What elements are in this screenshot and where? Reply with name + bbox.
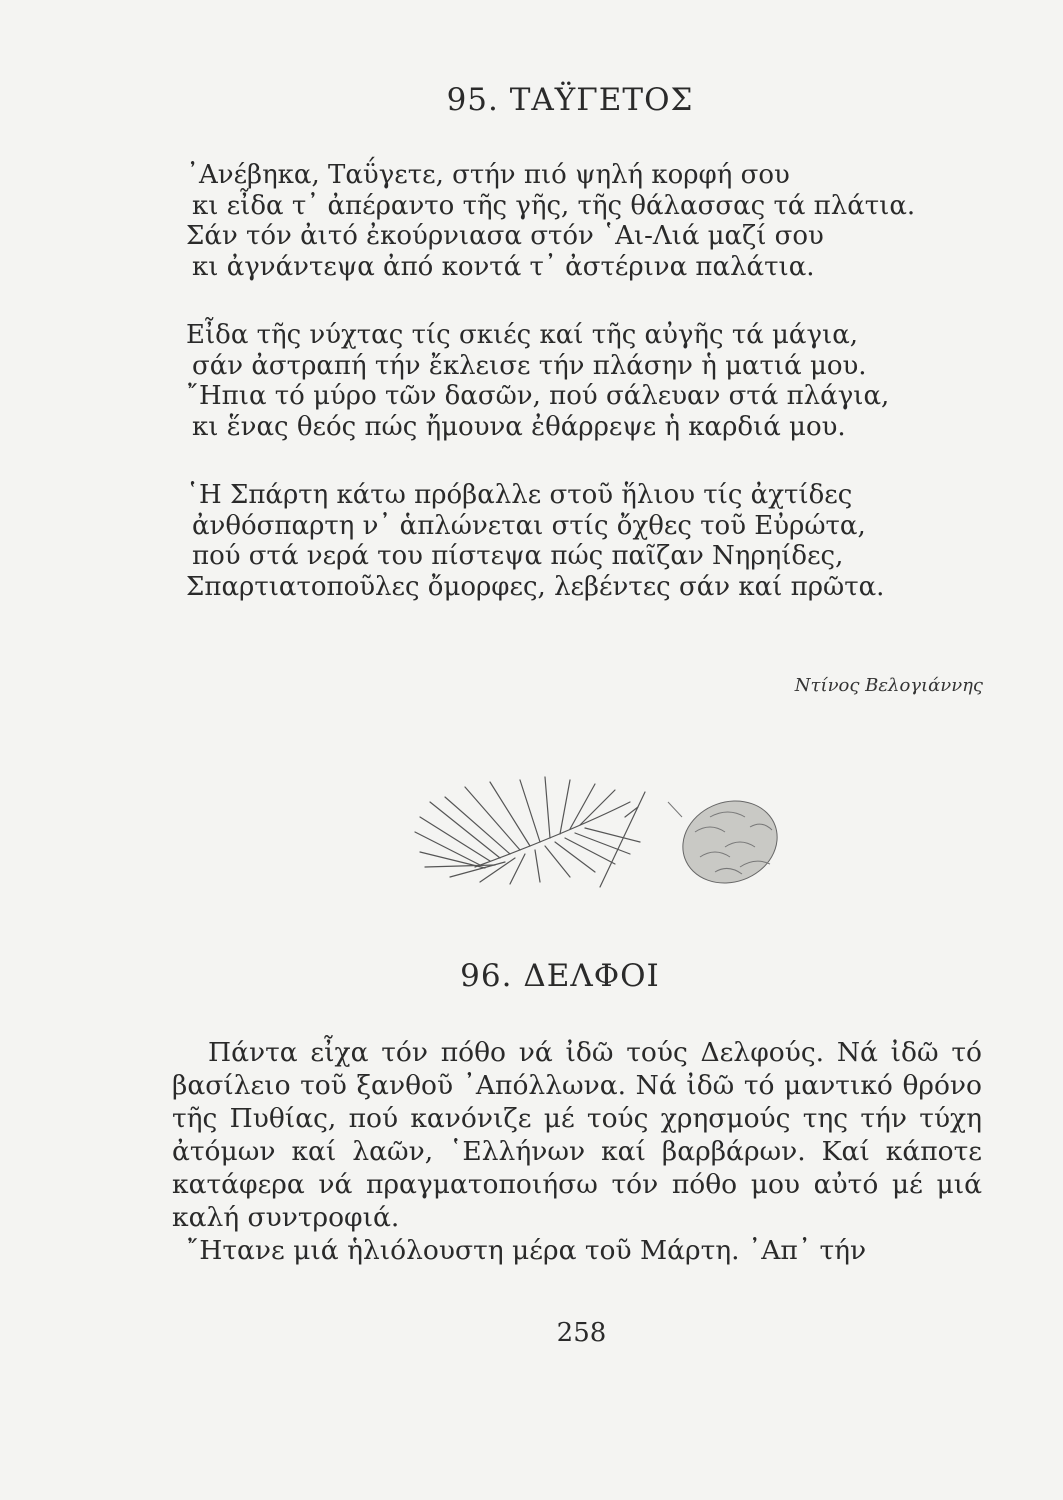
poem-line: ῾Η Σπάρτη κάτω πρόβαλλε στοῦ ἥλιου τίς ἀχτίδες bbox=[186, 480, 853, 510]
poem-line: κι ἀγνάντεψα ἀπό κοντά τ᾿ ἀστέρινα παλάτια. bbox=[192, 251, 815, 282]
section-title-delphi: 96. ΔΕΛΦΟΙ bbox=[460, 958, 660, 994]
prose-text bbox=[172, 1036, 982, 1267]
poem-author: Ντίνος Βελογιάννης bbox=[794, 675, 983, 696]
stanza-2 bbox=[186, 320, 1006, 442]
paragraph: ῎Ητανε μιά ἡλιόλουστη μέρα τοῦ Μάρτη. ᾿Απ᾿ τήν bbox=[186, 1235, 867, 1266]
stanza-1 bbox=[186, 160, 1006, 282]
poem-line: σάν ἀστραπή τήν ἔκλεισε τήν πλάσην ἡ ματιά μου. bbox=[192, 350, 867, 381]
poem-line: Εἶδα τῆς νύχτας τίς σκιές καί τῆς αὐγῆς τά μάγια, bbox=[186, 320, 859, 350]
section-title-taygetos: 95. ΤΑΫΓΕΤΟΣ bbox=[446, 82, 694, 118]
poem-line: ἀνθόσπαρτη ν᾿ ἁπλώνεται στίς ὄχθες τοῦ Εὐρώτα, bbox=[192, 510, 866, 541]
poem-line: Σπαρτιατοποῦλες ὄμορφες, λεβέντες σάν καί πρῶτα. bbox=[186, 571, 885, 602]
paragraph: Πάντα εἶχα τόν πόθο νά ἰδῶ τούς Δελφούς. Νά ἰδῶ τό βασίλειο τοῦ ξανθοῦ ᾿Απόλλωνα. Νά ἰδῶ τό μαντικό θρόνο τῆς Πυθίας, πού κανόνιζε μέ τούς χρησμούς της τήν τύχη ἀτόμων καί λαῶν, ῾Ελλήνων καί βαρβάρων. Καί κάποτε κατάφερα νά πραγματοποιήσω τόν πόθο μου αὐτό μέ μιά καλή συντροφιά. bbox=[172, 1037, 982, 1233]
poem-line: ᾿Ανέβηκα, Ταΰγετε, στήν πιό ψηλή κορφή σου bbox=[186, 160, 790, 190]
poem-line: κι εἶδα τ᾿ ἀπέραντο τῆς γῆς, τῆς θάλασσας τά πλάτια. bbox=[192, 190, 916, 221]
poem bbox=[186, 160, 1006, 640]
poem-line: πού στά νερά του πίστεψα πώς παῖζαν Νηρηίδες, bbox=[192, 541, 844, 571]
poem-line: Σάν τόν ἀιτό ἐκούρνιασα στόν ῾Αι-Λιά μαζί σου bbox=[186, 221, 824, 251]
poem-line: ῎Ηπια τό μύρο τῶν δασῶν, πού σάλευαν στά πλάγια, bbox=[186, 381, 890, 411]
page-number: 258 bbox=[556, 1318, 607, 1348]
pine-branch-and-cone-icon bbox=[410, 772, 790, 892]
poem-line: κι ἕνας θεός πώς ἤμουνα ἐθάρρεψε ἡ καρδιά μου. bbox=[192, 411, 846, 442]
stanza-3 bbox=[186, 480, 1006, 602]
